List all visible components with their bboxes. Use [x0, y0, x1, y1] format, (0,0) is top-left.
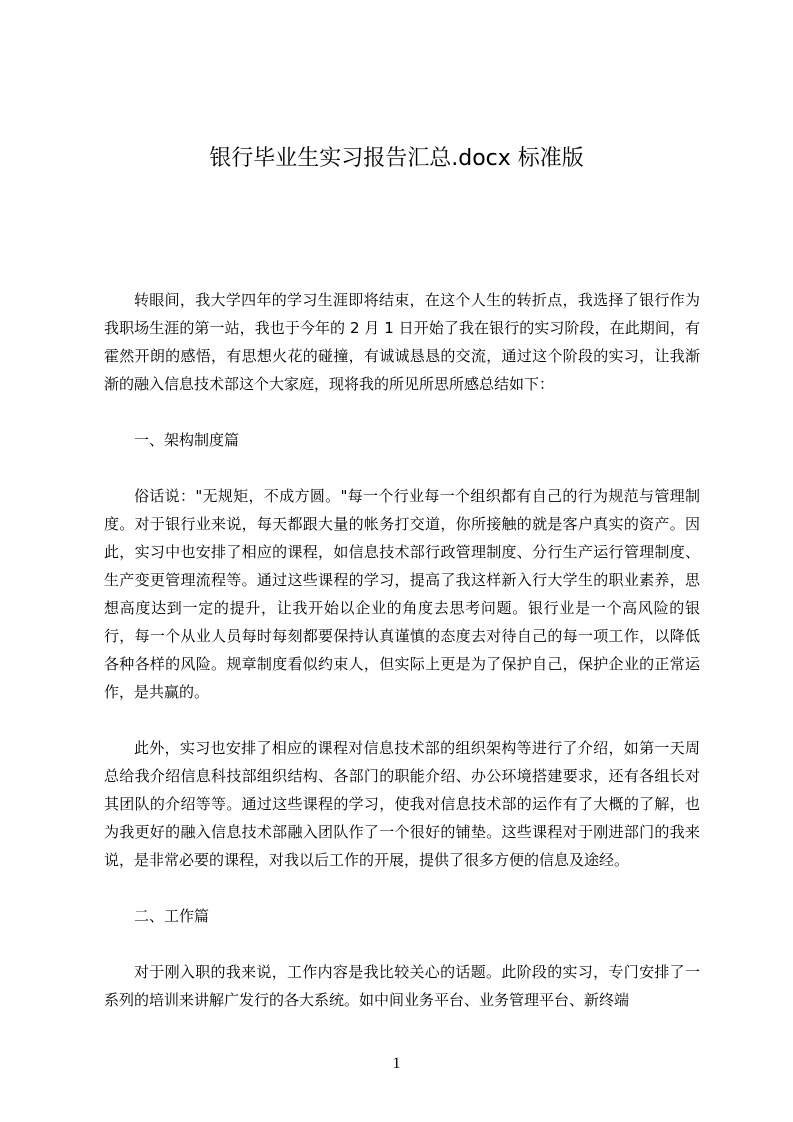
body-paragraph: 俗话说："无规矩，不成方圆。"每一个行业每一个组织都有自己的行为规范与管理制度。对于银行业来说，每天都跟大量的帐务打交道，你所接触的就是客户真实的资产。因此，实习中也安排了相应的课程，如信息技术部行政管理制度、分行生产运行管理制度、生产变更管理流程等。通过这些课程的学习，提高了我这样新入行大学生的职业素养，思想高度达到一定的提升，让我开始以企业的角度去思考问题。银行业是一个高风险的银行，每一个从业人员每时每刻都要保持认真谨慎的态度去对待自己的每一项工作，以降低各种各样的风险。规章制度看似约束人，但实际上更是为了保护自己，保护企业的正常运作，是共赢的。	[104, 487, 700, 701]
section-heading-work: 二、工作篇	[134, 907, 210, 925]
document-body	[104, 286, 700, 1042]
body-paragraph: 此外，实习也安排了相应的课程对信息技术部的组织架构等进行了介绍，如第一天周总给我介绍信息科技部组织结构、各部门的职能介绍、办公环境搭建要求，还有各组长对其团队的介绍等等。通过这些课程的学习，使我对信息技术部的运作有了大概的了解，也为我更好的融入信息技术部融入团队作了一个很好的铺垫。这些课程对于刚进部门的我来说，是非常必要的课程，对我以后工作的开展，提供了很多方便的信息及途经。	[104, 739, 700, 869]
document-title: 银行毕业生实习报告汇总.docx 标准版	[209, 146, 584, 171]
section-heading-architecture: 一、架构制度篇	[134, 431, 240, 449]
body-paragraph: 对于刚入职的我来说，工作内容是我比较关心的话题。此阶段的实习，专门安排了一系列的培训来讲解广发行的各大系统。如中间业务平台、业务管理平台、新终端	[104, 963, 700, 1009]
intro-paragraph: 转眼间，我大学四年的学习生涯即将结束，在这个人生的转折点，我选择了银行作为我职场生涯的第一站，我也于今年的 2 月 1 日开始了我在银行的实习阶段，在此期间，有霍然开朗的感悟，有思想火花的碰撞，有诚诚恳恳的交流，通过这个阶段的实习，让我渐渐的融入信息技术部这个大家庭，现将我的所见所思所感总结如下：	[104, 291, 700, 393]
page-number: 1	[392, 1055, 401, 1072]
